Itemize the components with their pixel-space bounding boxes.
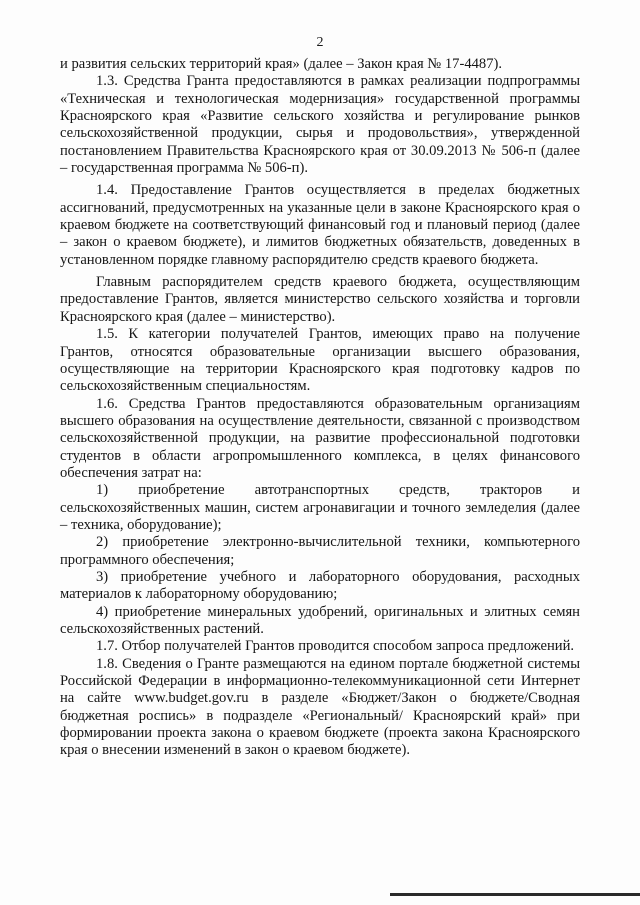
document-body (60, 56, 580, 760)
scan-edge-line (390, 893, 640, 896)
list-item-3: 3) приобретение учебного и лабораторного оборудования, расходных материалов к лабораторному оборудованию; (60, 568, 580, 603)
paragraph-continuation: и развития сельских территорий края» (далее – Закон края № 17-4487). (60, 56, 503, 72)
paragraph-chief-administrator: Главным распорядителем средств краевого бюджета, осуществляющим предоставление Грантов, является министерство сельского хозяйства и торговли Красноярского края (далее – министерство). (60, 274, 580, 325)
list-item-1: 1) приобретение автотранспортных средств, тракторов и сельскохозяйственных машин, систем агронавигации и точного земледелия (далее – техника, оборудование); (60, 482, 580, 533)
paragraph-1-5: 1.5. К категории получателей Грантов, имеющих право на получение Грантов, относятся образовательные организации высшего образования, осуществляющие на территории Красноярского края подготовку кадров по сельскохозяйственным специальностям. (60, 326, 580, 395)
paragraph-1-7: 1.7. Отбор получателей Грантов проводится способом запроса предложений. (96, 638, 575, 655)
paragraph-1-8: 1.8. Сведения о Гранте размещаются на едином портале бюджетной системы Российской Федерации в информационно-телекоммуникационной сети Интернет на сайте www.budget.gov.ru в разделе «Бюджет/Закон о бюджете/Сводная бюджетная роспись» в подразделе «Региональный/ Красноярский край» при формировании проекта закона о краевом бюджете (проекта закона Красноярского края о внесении изменений в закон о краевом бюджете). (60, 655, 580, 759)
page-number: 2 (316, 35, 324, 50)
paragraph-1-4: 1.4. Предоставление Грантов осуществляется в пределах бюджетных ассигнований, предусмотренных на указанные цели в законе Красноярского края о краевом бюджете на соответствующий финансовый год и плановый период (далее – закон о краевом бюджете), и лимитов бюджетных обязательств, доведенных в установленном порядке главному распорядителю средств краевого бюджета. (60, 182, 580, 268)
paragraph-1-3: 1.3. Средства Гранта предоставляются в рамках реализации подпрограммы «Техническая и технологическая модернизация» государственной программы Красноярского края «Развитие сельского хозяйства и регулирование рынков сельскохозяйственной продукции, сырья и продовольствия», утвержденной постановлением Правительства Красноярского края от 30.09.2013 № 506-п (далее – государственная программа № 506-п). (60, 73, 580, 177)
paragraph-1-6: 1.6. Средства Грантов предоставляются образовательным организациям высшего образования на осуществление деятельности, связанной с производством сельскохозяйственной продукции, на развитие профессиональной подготовки студентов в области агропромышленного комплекса, в целях финансового обеспечения затрат на: (60, 395, 580, 481)
list-item-4: 4) приобретение минеральных удобрений, оригинальных и элитных семян сельскохозяйственных растений. (60, 603, 580, 637)
list-item-2: 2) приобретение электронно-вычислительной техники, компьютерного программного обеспечения; (60, 534, 580, 568)
